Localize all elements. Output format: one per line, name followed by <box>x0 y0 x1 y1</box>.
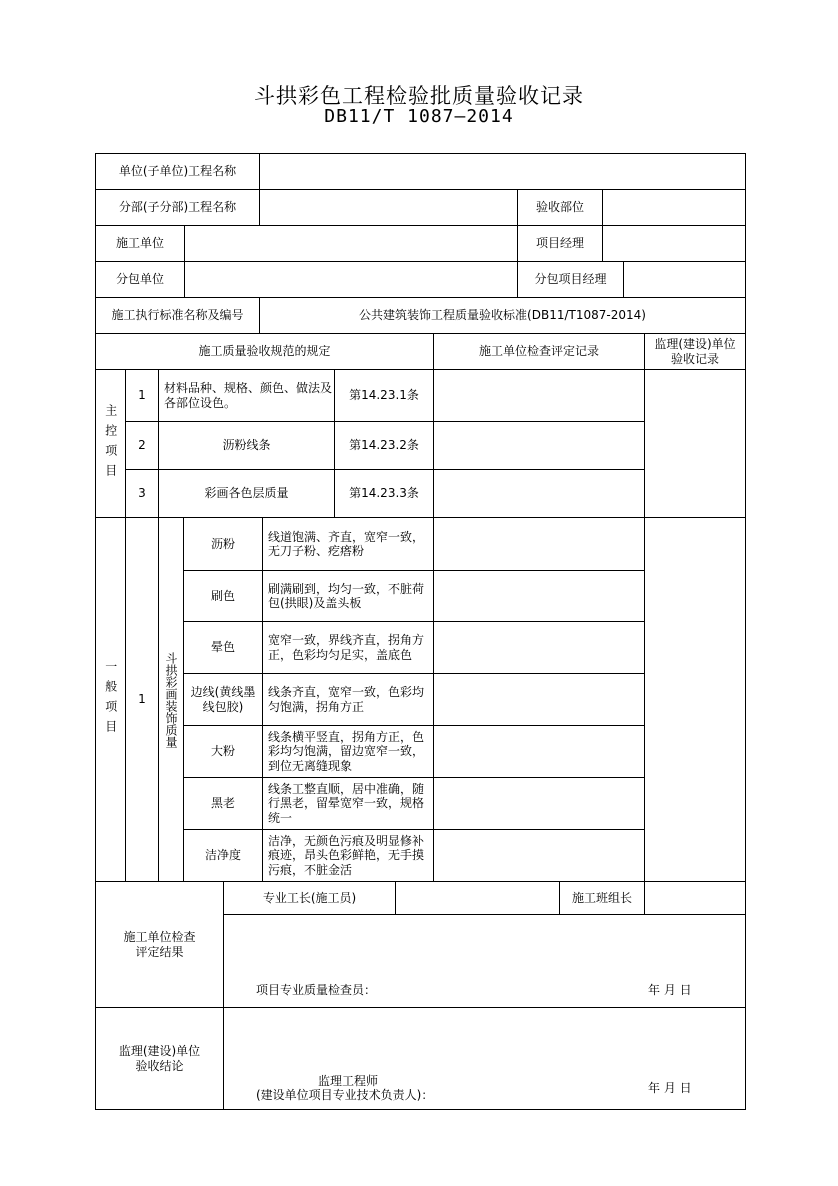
general-item-2-check[interactable] <box>433 570 645 622</box>
general-item-1-desc: 线道饱满、齐直，宽窄一致，无刀子粉、疙瘩粉 <box>262 517 434 571</box>
general-item-6-desc: 线条工整直顺，居中准确，随行黑老，留晕宽窄一致，规格统一 <box>262 777 434 830</box>
main-item-1-no: 1 <box>125 369 159 422</box>
sub-pm-label: 分包项目经理 <box>517 261 624 298</box>
general-item-no: 1 <box>125 517 159 882</box>
general-item-4-desc: 线条齐直，宽窄一致，色彩均匀饱满，拐角方正 <box>262 673 434 726</box>
main-item-1-clause: 第14.23.1条 <box>334 369 434 422</box>
general-item-6-name: 黑老 <box>183 777 263 830</box>
contractor-label: 施工单位 <box>95 225 185 262</box>
general-item-5-check[interactable] <box>433 725 645 778</box>
main-item-3-clause: 第14.23.3条 <box>334 469 434 518</box>
project-name-label: 单位(子单位)工程名称 <box>95 153 260 190</box>
general-item-7-desc: 洁净，无颜色污痕及明显修补痕迹，昂头色彩鲜艳，无手摸污痕，不脏金活 <box>262 829 434 882</box>
main-item-3-check[interactable] <box>433 469 645 518</box>
main-supervisor-record[interactable] <box>644 369 746 518</box>
main-items-label: 主控项目 <box>103 403 118 484</box>
supervisor-result-label: 监理(建设)单位验收结论 <box>95 1007 224 1110</box>
pm-label: 项目经理 <box>517 225 603 262</box>
general-group-label: 斗拱彩画装饰质量 <box>164 651 178 748</box>
contractor-result-label: 施工单位检查评定结果 <box>95 881 224 1008</box>
pm-field[interactable] <box>602 225 746 262</box>
main-item-2-clause: 第14.23.2条 <box>334 421 434 470</box>
general-item-3-desc: 宽窄一致，界线齐直，拐角方正，色彩均匀足实，盖底色 <box>262 621 434 674</box>
contractor-field[interactable] <box>184 225 518 262</box>
engineer-label: 监理工程师 <box>318 1074 379 1088</box>
main-item-2-text: 沥粉线条 <box>158 421 335 470</box>
general-item-7-name: 洁净度 <box>183 829 263 882</box>
general-item-1-name: 沥粉 <box>183 517 263 571</box>
main-item-3-no: 3 <box>125 469 159 518</box>
sub-pm-field[interactable] <box>623 261 746 298</box>
spec-column-header: 施工质量验收规范的规定 <box>95 333 434 370</box>
accept-part-label: 验收部位 <box>517 189 603 226</box>
team-leader-field[interactable] <box>644 881 746 915</box>
main-item-2-check[interactable] <box>433 421 645 470</box>
subcontractor-label: 分包单位 <box>95 261 185 298</box>
general-group-label-cell <box>158 517 184 882</box>
supervisor-column-header: 监理(建设)单位验收记录 <box>644 333 746 370</box>
subproject-field[interactable] <box>259 189 518 226</box>
standard-value: 公共建筑装饰工程质量验收标准(DB11/T1087-2014) <box>259 297 746 334</box>
main-item-2-no: 2 <box>125 421 159 470</box>
supervisor-date: 年 月 日 <box>648 1081 692 1095</box>
main-item-1-check[interactable] <box>433 369 645 422</box>
general-item-5-desc: 线条横平竖直，拐角方正，色彩均匀饱满，留边宽窄一致，到位无离缝现象 <box>262 725 434 778</box>
general-item-2-desc: 刷满刷到，均匀一致，不脏荷包(拱眼)及盖头板 <box>262 570 434 622</box>
subcontractor-field[interactable] <box>184 261 518 298</box>
main-item-3-text: 彩画各色层质量 <box>158 469 335 518</box>
check-column-header: 施工单位检查评定记录 <box>433 333 645 370</box>
general-item-1-check[interactable] <box>433 517 645 571</box>
general-item-4-name: 边线(黄线墨线包胶) <box>183 673 263 726</box>
general-items-label: 一般项目 <box>103 659 118 740</box>
main-item-1-text: 材料品种、规格、颜色、做法及各部位设色。 <box>158 369 335 422</box>
accept-part-field[interactable] <box>602 189 746 226</box>
team-leader-label: 施工班组长 <box>559 881 645 915</box>
general-items-label-cell <box>95 517 126 882</box>
general-item-3-name: 晕色 <box>183 621 263 674</box>
general-supervisor-record[interactable] <box>644 517 746 882</box>
general-item-6-check[interactable] <box>433 777 645 830</box>
contractor-result-area[interactable] <box>223 914 746 1008</box>
main-items-label-cell <box>95 369 126 518</box>
project-name-field[interactable] <box>259 153 746 190</box>
supervisor-result-area[interactable] <box>223 1007 746 1110</box>
general-item-7-check[interactable] <box>433 829 645 882</box>
general-item-3-check[interactable] <box>433 621 645 674</box>
subproject-label: 分部(子分部)工程名称 <box>95 189 260 226</box>
foreman-label: 专业工长(施工员) <box>223 881 396 915</box>
foreman-field[interactable] <box>395 881 560 915</box>
document-title: 斗拱彩色工程检验批质量验收记录 <box>254 84 584 108</box>
general-item-2-name: 刷色 <box>183 570 263 622</box>
general-item-5-name: 大粉 <box>183 725 263 778</box>
inspector-label: 项目专业质量检查员： <box>256 983 377 997</box>
standard-code: DB11/T 1087—2014 <box>324 106 514 127</box>
contractor-date: 年 月 日 <box>648 983 692 997</box>
general-item-4-check[interactable] <box>433 673 645 726</box>
standard-label: 施工执行标准名称及编号 <box>95 297 260 334</box>
engineer-sub-label: (建设单位项目专业技术负责人)： <box>256 1088 434 1102</box>
